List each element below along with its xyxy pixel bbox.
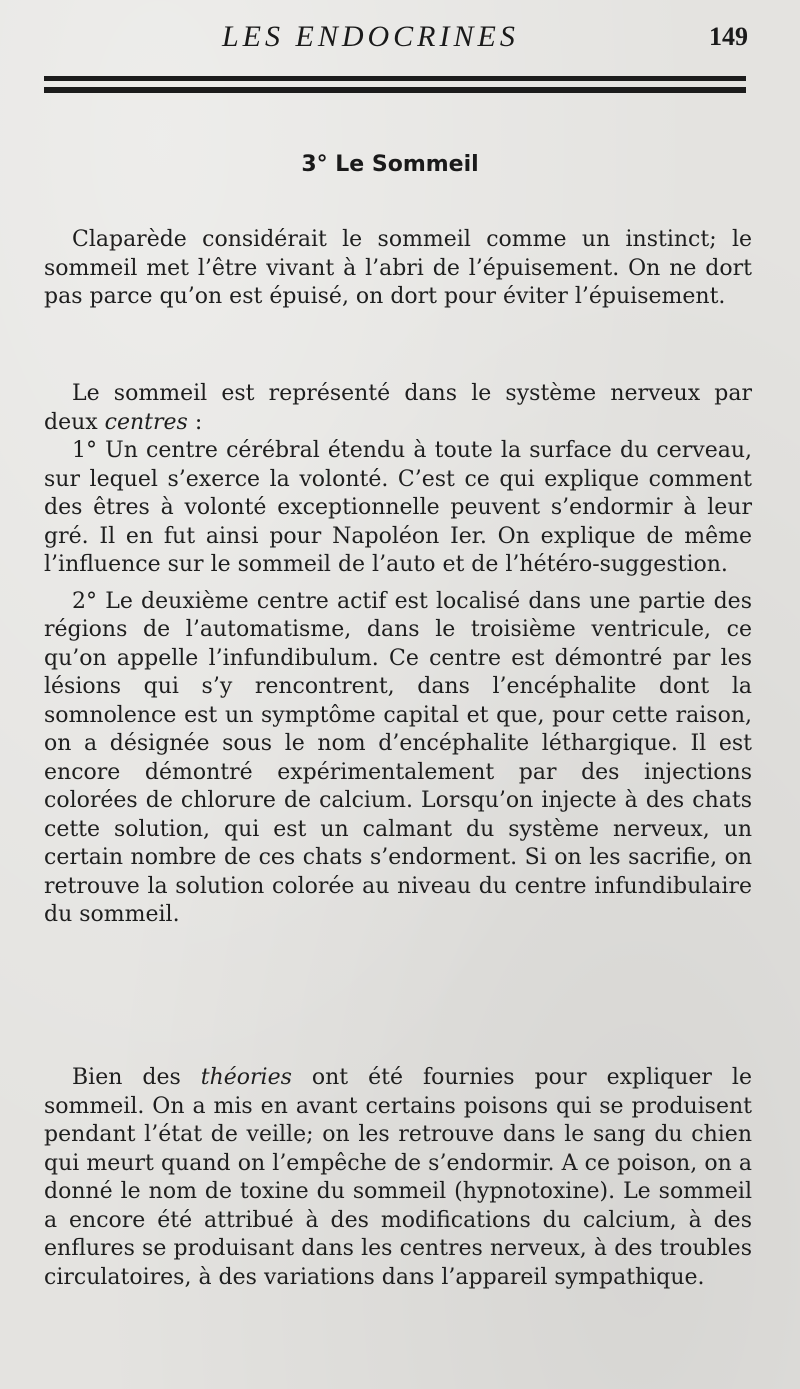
paragraph-centre-infundibulum: 2° Le deuxième centre actif est localisé dans une partie des régions de l’automatisme, dans le troisième ventricule, ce qu’on appelle l’infundibulum. Ce centre est démontré par les lésions qui s’y rencontrent, dans l’encéphalite dont la somnolence est un symptôme capital et que, pour cette raison, on a désignée sous le nom d’encéphalite léthargique. Il est encore démontré expérimentalement par des injections colorées de chlorure de calcium. Lorsqu’on injecte à des chats cette solution, qui est un calmant du système nerveux, un certain nombre de ces chats s’endorment. Si on les sacrifie, on retrouve la solution colorée au niveau du centre infundibulaire du sommeil. xyxy=(44,588,752,927)
section-heading: 3° Le Sommeil xyxy=(301,152,479,177)
paragraph-centres-intro-italic: centres xyxy=(104,409,188,435)
paragraph-claparede: Claparède considérait le sommeil comme un instinct; le sommeil met l’être vivant à l’abri de l’épuisement. On ne dort pas parce qu’on est épuisé, on dort pour éviter l’épuisement. xyxy=(44,227,752,309)
paragraph-centres-intro-start: Le sommeil est représenté dans le système nerveux par deux xyxy=(44,381,752,435)
paragraph-theories-italic: théories xyxy=(200,1065,292,1090)
text-block-intro xyxy=(44,226,752,312)
header-rule-thick xyxy=(44,87,746,93)
running-title: LES ENDOCRINES xyxy=(222,20,519,53)
paragraph-centres-intro-end: : xyxy=(187,409,203,435)
running-head xyxy=(0,20,800,60)
paragraph-centres-intro xyxy=(44,380,752,437)
paragraph-theories-end: ont été fournies pour expliquer le sommeil. On a mis en avant certains poisons qui se produisent pendant l’état de veille; on les retrouve dans le sang du chien qui meurt quand on l’empêche de s’endormir. A ce poison, on a donné le nom de toxine du sommeil (hypnotoxine). Le sommeil a encore été attribué à des modifications du calcium, à des enflures se produisant dans les centres nerveux, à des troubles circulatoires, à des variations dans l’appareil sympathique. xyxy=(44,1065,752,1290)
header-rule-thin xyxy=(44,76,746,81)
text-block-centres xyxy=(44,380,752,930)
paragraph-gap xyxy=(44,580,752,588)
page-number: 149 xyxy=(709,22,748,51)
paragraph-theories-start: Bien des xyxy=(72,1065,201,1090)
paragraph-centre-cerebral: 1° Un centre cérébral étendu à toute la surface du cerveau, sur lequel s’exerce la volonté. C’est ce qui explique comment des êtres à volonté exceptionnelle peuvent s’endormir à leur gré. Il en fut ainsi pour Napoléon Ier. On explique de même l’influence sur le sommeil de l’auto et de l’hétéro-suggestion. xyxy=(44,438,752,577)
paragraph-theories xyxy=(44,1064,752,1292)
text-block-theories xyxy=(44,1064,752,1292)
